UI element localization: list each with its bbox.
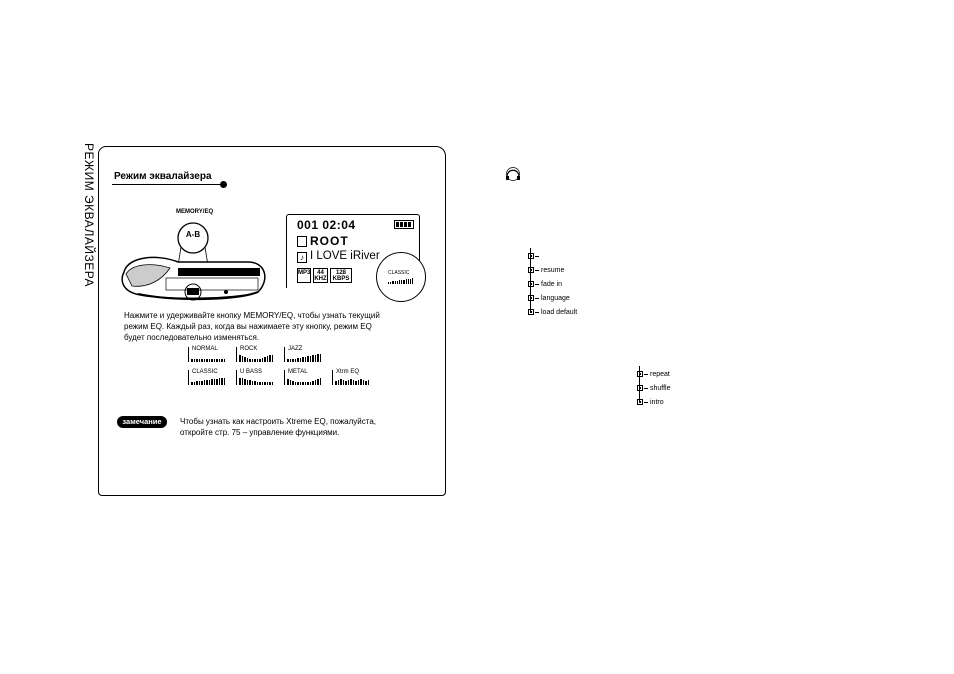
eq-mode-bar [272, 355, 274, 362]
expand-icon [637, 385, 643, 391]
expand-icon [528, 309, 534, 315]
eq-mode-bar [211, 359, 213, 362]
eq-mode-bar [320, 378, 322, 385]
eq-mode-bar [194, 359, 196, 362]
eq-mode-bar [295, 382, 297, 385]
eq-mode-bar [242, 356, 244, 362]
eq-mode-bar [204, 380, 206, 385]
menu-connector [644, 402, 648, 403]
menu-item-label: resume [541, 267, 565, 274]
menu-connector [535, 312, 539, 313]
menu-item-label: intro [650, 399, 664, 406]
eq-mode-bar [224, 378, 226, 385]
eq-mode-bar [310, 356, 312, 362]
eq-mode-bar [340, 379, 342, 385]
eq-mode-bar [209, 359, 211, 362]
description-line-2: режим EQ. Каждый раз, когда вы нажимаете эту кнопку, режим EQ [124, 322, 372, 331]
eq-mode-bar [254, 381, 256, 385]
eq-mode-bar [252, 359, 254, 362]
eq-mode-label: U BASS [240, 369, 263, 375]
eq-mode-bar [305, 382, 307, 385]
eq-mode-label: ROCK [240, 346, 258, 352]
eq-mode-bar [355, 381, 357, 385]
eq-zoom-bar [388, 282, 389, 284]
eq-mode-bar [348, 380, 350, 385]
menu-item-label: load default [541, 309, 578, 316]
eq-mode-bar [343, 380, 345, 385]
eq-mode-bar [257, 382, 259, 385]
note-line-1: Чтобы узнать как настроить Xtreme EQ, пожалуйста, [180, 417, 377, 426]
eq-mode-bar [201, 381, 203, 385]
eq-mode-bar [290, 359, 292, 362]
eq-mode-bar [242, 378, 244, 385]
eq-mode-bar [221, 359, 223, 362]
eq-mode-bar [267, 356, 269, 362]
eq-zoom-bar [397, 281, 398, 284]
eq-mode-label: NORMAL [192, 346, 218, 352]
eq-mode-bar [320, 354, 322, 362]
eq-mode-bar [365, 381, 367, 385]
eq-mode-label: METAL [288, 369, 308, 375]
eq-mode-bar [272, 382, 274, 385]
eq-mode-bar [315, 380, 317, 385]
eq-mode-bar [300, 382, 302, 385]
eq-mode-bar [290, 380, 292, 385]
eq-mode-bar [247, 358, 249, 362]
eq-zoom-bar [406, 279, 407, 284]
eq-mode-bar [317, 379, 319, 385]
eq-mode-bar [269, 355, 271, 362]
eq-mode-bar [221, 378, 223, 385]
eq-mode-bar [315, 355, 317, 362]
expand-icon [528, 253, 534, 259]
eq-zoom-label: CLASSIC [388, 270, 410, 276]
eq-mode-label: CLASSIC [192, 369, 218, 375]
eq-mode-bar [211, 379, 213, 385]
eq-mode-bar [264, 382, 266, 385]
expand-icon [637, 371, 643, 377]
eq-mode-bar [199, 381, 201, 385]
eq-mode-bar [292, 381, 294, 385]
eq-mode-bar [206, 359, 208, 362]
eq-mode-bar [191, 382, 193, 385]
mp3-format-icon: MP3 [297, 268, 311, 283]
eq-mode-bar [206, 380, 208, 385]
note-line-2: откройте стр. 75 – управление функциями. [180, 428, 340, 437]
eq-mode-bar [199, 359, 201, 362]
eq-mode-label: Xtrm EQ [336, 369, 360, 375]
eq-mode-bar [358, 380, 360, 385]
eq-mode-bar [262, 382, 264, 385]
eq-mode-axis [284, 370, 285, 385]
eq-mode-bar [292, 359, 294, 362]
eq-mode-bar [317, 354, 319, 362]
eq-zoom-bar [390, 282, 391, 284]
eq-mode-axis [236, 370, 237, 385]
eq-zoom-bar [408, 279, 409, 284]
eq-mode-bar [259, 359, 261, 362]
eq-zoom-bar [399, 280, 400, 284]
battery-icon [394, 220, 414, 229]
eq-mode-bar [239, 355, 241, 362]
eq-mode-bar [312, 381, 314, 385]
ab-button[interactable]: A-B [185, 230, 201, 239]
eq-mode-bar [209, 380, 211, 385]
eq-zoom-bar [395, 281, 396, 284]
eq-mode-bar [302, 382, 304, 385]
eq-mode-bar [224, 359, 226, 362]
eq-mode-bar [338, 380, 340, 385]
eq-zoom-bar [403, 280, 404, 284]
eq-mode-bar [219, 378, 221, 385]
eq-mode-bar [262, 358, 264, 362]
note-badge: замечание [117, 416, 167, 428]
eq-mode-bar [249, 359, 251, 362]
eq-mode-bar [201, 359, 203, 362]
eq-mode-bar [194, 382, 196, 385]
expand-icon [528, 281, 534, 287]
description-line-1: Нажмите и удерживайте кнопку MEMORY/EQ, чтобы узнать текущий [124, 311, 380, 320]
eq-mode-bar [216, 359, 218, 362]
eq-mode-bar [214, 379, 216, 385]
eq-mode-bar [254, 359, 256, 362]
eq-mode-bar [335, 381, 337, 385]
eq-mode-bar [204, 359, 206, 362]
eq-mode-bar [269, 382, 271, 385]
sample-rate-icon: 44 KHZ [314, 270, 327, 282]
eq-mode-bar [196, 359, 198, 362]
eq-mode-bar [247, 380, 249, 385]
menu-connector [535, 298, 539, 299]
eq-mode-bar [252, 381, 254, 385]
eq-mode-bar [350, 379, 352, 385]
eq-mode-axis [188, 370, 189, 385]
eq-mode-bar [267, 382, 269, 385]
eq-mode-bar [297, 382, 299, 385]
menu-item-label: repeat [650, 371, 670, 378]
eq-mode-bar [307, 382, 309, 385]
eq-mode-bar [345, 381, 347, 385]
section-dot-icon [220, 181, 227, 188]
lcd-folder-name: ROOT [310, 234, 349, 248]
eq-mode-bar [239, 378, 241, 385]
eq-mode-bar [244, 379, 246, 385]
player-illustration-icon [118, 214, 278, 306]
eq-mode-bar [196, 381, 198, 385]
menu-connector [644, 388, 648, 389]
eq-mode-bar [305, 357, 307, 362]
menu-item-label: shuffle [650, 385, 671, 392]
menu-connector [535, 284, 539, 285]
eq-mode-bar [214, 359, 216, 362]
eq-mode-bar [249, 380, 251, 385]
expand-icon [637, 399, 643, 405]
eq-mode-bar [287, 379, 289, 385]
eq-zoom-circle [376, 252, 426, 302]
expand-icon [528, 295, 534, 301]
eq-mode-label: JAZZ [288, 346, 303, 352]
eq-mode-bar [368, 380, 370, 385]
eq-mode-bar [310, 382, 312, 385]
side-title: РЕЖИМ ЭКВАЛАЙЗЕРА [82, 143, 96, 287]
lcd-song-title: I LOVE iRiver [310, 250, 380, 262]
eq-mode-bar [353, 380, 355, 385]
eq-mode-bar [302, 357, 304, 362]
lcd-track-time: 001 02:04 [297, 218, 356, 232]
section-underline [112, 184, 222, 185]
eq-mode-bar [363, 380, 365, 385]
eq-mode-bar [312, 355, 314, 362]
menu-item-label: fade in [541, 281, 563, 288]
eq-zoom-bar [392, 281, 393, 284]
eq-mode-bar [287, 359, 289, 362]
eq-mode-bar [297, 358, 299, 362]
section-title: Режим эквалайзера [114, 171, 212, 182]
eq-mode-bar [259, 382, 261, 385]
music-note-icon: ♪ [297, 252, 307, 263]
headphones-icon [504, 165, 522, 181]
eq-mode-bar [307, 356, 309, 362]
eq-mode-axis [188, 347, 189, 362]
eq-mode-bar [300, 358, 302, 362]
eq-zoom-bar [410, 279, 411, 284]
eq-mode-bar [191, 359, 193, 362]
eq-mode-bar [219, 359, 221, 362]
bitrate-icon: 128 KBPS [330, 268, 352, 283]
menu-connector [535, 270, 539, 271]
memory-eq-label: MEMORY/EQ [176, 209, 214, 215]
eq-mode-axis [284, 347, 285, 362]
menu-item-label: language [541, 295, 570, 302]
menu-connector [644, 374, 648, 375]
eq-mode-bar [360, 379, 362, 385]
eq-mode-axis [236, 347, 237, 362]
eq-mode-bar [257, 359, 259, 362]
eq-mode-bar [264, 357, 266, 362]
eq-mode-axis [332, 370, 333, 385]
eq-mode-bar [244, 357, 246, 362]
eq-mode-bar [295, 359, 297, 362]
description-line-3: будет последовательно изменяться. [124, 333, 260, 342]
eq-zoom-bar [412, 278, 413, 284]
eq-zoom-bar [401, 280, 402, 284]
menu-connector [535, 256, 539, 257]
eq-mode-bar [216, 379, 218, 385]
folder-icon [297, 236, 307, 247]
expand-icon [528, 267, 534, 273]
